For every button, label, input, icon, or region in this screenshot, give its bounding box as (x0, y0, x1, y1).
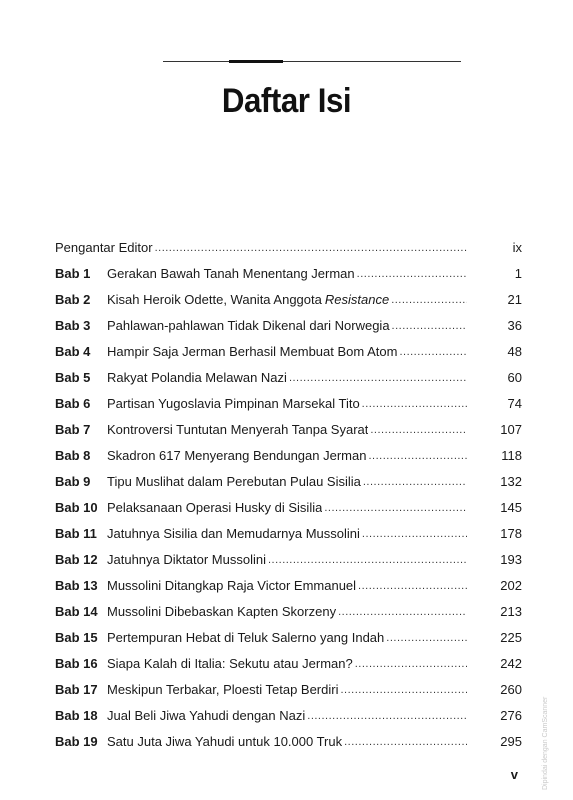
toc-leader-dots (289, 370, 467, 386)
toc-chapter-label: Bab 16 (55, 656, 98, 671)
toc-title: Kisah Heroik Odette, Wanita Anggota (107, 292, 322, 307)
toc-title: Mussolini Ditangkap Raja Victor Emmanuel (107, 578, 357, 593)
toc-entry[interactable] (55, 490, 528, 516)
toc-title-wrap (107, 396, 360, 412)
toc-page-number: 145 (500, 500, 522, 515)
toc-page-number: 21 (507, 292, 522, 307)
toc-title: Partisan Yugoslavia Pimpinan Marsekal Tito (107, 396, 360, 411)
toc-title-wrap (107, 578, 356, 594)
toc-title: Rakyat Polandia Melawan Nazi (107, 370, 287, 385)
toc-chapter-label: Bab 4 (55, 344, 91, 359)
toc-leader-dots (268, 552, 467, 568)
toc-title-wrap (107, 474, 361, 490)
toc-page-number: 1 (514, 266, 522, 281)
toc-page-number: 202 (500, 578, 522, 593)
toc-chapter-label: Bab 14 (55, 604, 98, 619)
toc-page-number: 118 (501, 448, 522, 463)
toc-entry[interactable] (55, 568, 528, 594)
toc-chapter-label: Bab 11 (55, 526, 97, 541)
toc-title-wrap (107, 500, 322, 516)
toc-title: Tipu Muslihat dalam Perebutan Pulau Sisilia (107, 474, 361, 489)
toc-leader-dots (155, 240, 467, 256)
toc-leader-dots (386, 630, 467, 646)
toc-page-number: 36 (507, 318, 522, 333)
toc-page-number: 295 (500, 734, 522, 749)
toc-title-wrap (107, 344, 397, 360)
toc-title-wrap (107, 708, 305, 724)
toc-page-number: 74 (507, 396, 522, 411)
toc-page-number: 213 (500, 604, 522, 619)
toc-chapter-label: Bab 12 (55, 552, 98, 567)
toc-leader-dots (338, 604, 467, 620)
toc-page-number: 178 (500, 526, 522, 541)
toc-title: Meskipun Terbakar, Ploesti Tetap Berdiri (107, 682, 339, 697)
toc-leader-dots (355, 656, 467, 672)
toc-entry[interactable] (55, 464, 528, 490)
toc-title-wrap (107, 422, 368, 438)
scanner-watermark (542, 640, 560, 800)
toc-title: Mussolini Dibebaskan Kapten Skorzeny (107, 604, 337, 619)
toc-chapter-label: Bab 5 (55, 370, 91, 385)
toc-chapter-label: Bab 2 (55, 292, 91, 307)
toc-chapter-label: Bab 3 (55, 318, 91, 333)
toc-title-wrap (107, 682, 338, 698)
header-rule-accent (229, 60, 283, 63)
toc-title: Gerakan Bawah Tanah Menentang Jerman (107, 266, 355, 281)
toc-title-wrap (107, 656, 353, 672)
toc-page-number: 242 (500, 656, 522, 671)
page-title: Daftar Isi (221, 82, 352, 120)
toc-title: Pengantar Editor (55, 240, 153, 255)
toc-title-wrap (55, 240, 153, 256)
toc-entry[interactable] (55, 230, 528, 256)
toc-leader-dots (357, 266, 467, 282)
toc-leader-dots (362, 396, 467, 412)
toc-entry[interactable] (55, 620, 528, 646)
table-of-contents (55, 230, 528, 750)
toc-title: Pertempuran Hebat di Teluk Salerno yang Indah (107, 630, 385, 645)
toc-entry[interactable] (55, 542, 528, 568)
toc-leader-dots (340, 682, 467, 698)
toc-leader-dots (391, 292, 467, 308)
toc-entry[interactable] (55, 646, 528, 672)
toc-title: Pahlawan-pahlawan Tidak Dikenal dari Norwegia (107, 318, 390, 333)
toc-title-wrap (107, 370, 287, 386)
toc-leader-dots (399, 344, 467, 360)
toc-title-wrap (107, 292, 389, 308)
toc-chapter-label: Bab 1 (55, 266, 91, 281)
toc-leader-dots (370, 422, 467, 438)
toc-entry[interactable] (55, 360, 528, 386)
toc-page-number: 132 (500, 474, 522, 489)
toc-title: Kontroversi Tuntutan Menyerah Tanpa Syarat (107, 422, 369, 437)
toc-chapter-label: Bab 10 (55, 500, 98, 515)
toc-chapter-label: Bab 6 (55, 396, 91, 411)
toc-title: Jatuhnya Diktator Mussolini (107, 552, 266, 567)
toc-entry[interactable] (55, 438, 528, 464)
toc-chapter-label: Bab 15 (55, 630, 98, 645)
toc-title: Jual Beli Jiwa Yahudi dengan Nazi (107, 708, 306, 723)
toc-title: Jatuhnya Sisilia dan Memudarnya Mussolini (107, 526, 360, 541)
toc-leader-dots (358, 578, 467, 594)
toc-title: Satu Juta Jiwa Yahudi untuk 10.000 Truk (107, 734, 343, 749)
toc-chapter-label: Bab 8 (55, 448, 91, 463)
toc-title: Skadron 617 Menyerang Bendungan Jerman (107, 448, 367, 463)
toc-page-number: 276 (500, 708, 522, 723)
toc-chapter-label: Bab 17 (55, 682, 98, 697)
toc-page-number: 107 (500, 422, 522, 437)
toc-title-wrap (107, 526, 360, 542)
toc-entry[interactable] (55, 308, 528, 334)
toc-leader-dots (392, 318, 467, 334)
toc-title-wrap (107, 552, 266, 568)
toc-title-wrap (107, 448, 366, 464)
toc-page-number: 60 (507, 370, 522, 385)
toc-leader-dots (368, 448, 467, 464)
toc-title-italic: Resistance (324, 292, 390, 307)
toc-leader-dots (344, 734, 467, 750)
watermark-text: Dipindai dengan CamScanner (542, 696, 549, 790)
toc-chapter-label: Bab 9 (55, 474, 91, 489)
toc-leader-dots (362, 526, 467, 542)
toc-entry[interactable] (55, 724, 528, 750)
toc-chapter-label: Bab 18 (55, 708, 98, 723)
toc-entry[interactable] (55, 256, 528, 282)
toc-title: Pelaksanaan Operasi Husky di Sisilia (107, 500, 323, 515)
toc-title-wrap (107, 630, 384, 646)
toc-entry[interactable] (55, 412, 528, 438)
toc-entry[interactable] (55, 516, 528, 542)
toc-chapter-label: Bab 19 (55, 734, 98, 749)
header-rule (163, 61, 461, 62)
toc-entry[interactable] (55, 594, 528, 620)
page-number: v (510, 767, 518, 782)
toc-page-number: 193 (500, 552, 522, 567)
toc-chapter-label: Bab 7 (55, 422, 91, 437)
toc-entry[interactable] (55, 386, 528, 412)
toc-entry[interactable] (55, 698, 528, 724)
toc-leader-dots (363, 474, 467, 490)
toc-title: Hampir Saja Jerman Berhasil Membuat Bom Atom (107, 344, 398, 359)
toc-title-wrap (107, 604, 336, 620)
toc-title: Siapa Kalah di Italia: Sekutu atau Jerman? (107, 656, 353, 671)
toc-leader-dots (324, 500, 467, 516)
toc-chapter-label: Bab 13 (55, 578, 98, 593)
toc-entry[interactable] (55, 282, 528, 308)
toc-entry[interactable] (55, 672, 528, 698)
toc-page-number: ix (512, 240, 522, 255)
toc-page-number: 48 (507, 344, 522, 359)
toc-title-wrap (107, 734, 342, 750)
toc-title-wrap (107, 266, 355, 282)
toc-title-wrap (107, 318, 390, 334)
toc-page-number: 225 (500, 630, 522, 645)
toc-page-number: 260 (500, 682, 522, 697)
toc-entry[interactable] (55, 334, 528, 360)
toc-leader-dots (307, 708, 467, 724)
